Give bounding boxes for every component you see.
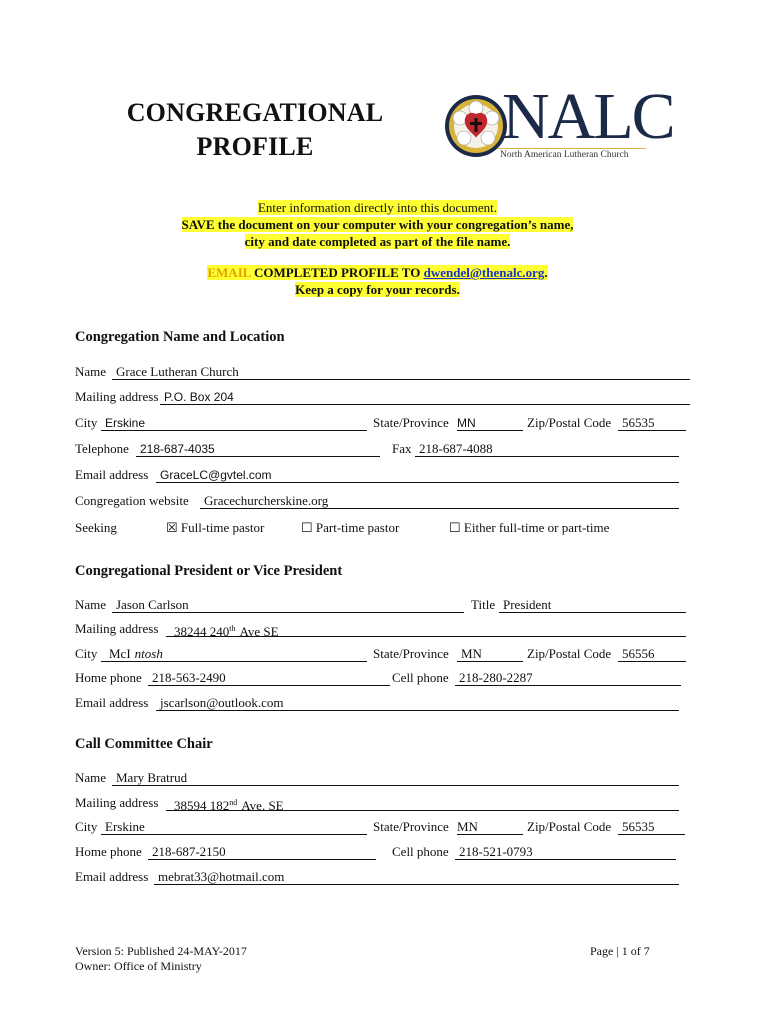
president-state-value: MN [461, 646, 482, 661]
president-zip-value: 56556 [622, 646, 655, 661]
congregation-mailing-field[interactable] [160, 389, 690, 405]
congregation-name-field[interactable] [112, 364, 690, 380]
page-title-line1: CONGREGATIONAL [126, 98, 384, 127]
nalc-logo [444, 80, 674, 164]
president-home-field[interactable] [148, 670, 390, 686]
chair-cell-value: 218-521-0793 [459, 844, 533, 859]
congregation-email-value: GraceLC@gvtel.com [160, 468, 272, 482]
congregation-website-value: Gracechurcherskine.org [204, 493, 329, 508]
chair-mailing-field[interactable] [166, 795, 679, 814]
president-cell-label: Cell phone [392, 670, 449, 685]
email-period: . [544, 265, 548, 280]
congregation-name-value: Grace Lutheran Church [116, 364, 239, 379]
congregation-website-label: Congregation website [75, 493, 189, 508]
president-zip-label: Zip/Postal Code [527, 646, 612, 661]
chair-state-value: MN [457, 819, 478, 834]
chair-zip-label: Zip/Postal Code [527, 819, 612, 834]
footer-owner: Owner: Office of Ministry [75, 959, 202, 973]
congregation-website-field[interactable] [200, 493, 679, 509]
congregation-fax-label: Fax [392, 441, 412, 456]
president-email-field[interactable] [156, 695, 679, 711]
instruction-line3: city and date completed as part of the file name. [244, 234, 511, 249]
president-city-label: City [75, 646, 98, 661]
president-email-label: Email address [75, 695, 149, 710]
chair-name-label: Name [75, 770, 107, 785]
chair-mailing-value: 38594 182ndAve. SE [174, 798, 284, 814]
president-name-value: Jason Carlson [116, 597, 189, 612]
chair-zip-field[interactable] [618, 819, 685, 835]
president-home-value: 218-563-2490 [152, 670, 226, 685]
instruction-line2: SAVE the document on your computer with your congregation’s name, [181, 217, 574, 232]
president-cell-field[interactable] [455, 670, 681, 686]
congregation-email-field[interactable] [156, 467, 679, 483]
chair-name-field[interactable] [112, 770, 679, 786]
section-call-chair-heading: Call Committee Chair [75, 736, 213, 752]
seeking-label: Seeking [75, 520, 117, 535]
chair-mailing-label: Mailing address [75, 795, 159, 810]
chair-cell-label: Cell phone [392, 844, 449, 859]
president-state-field[interactable] [457, 646, 523, 662]
chair-home-field[interactable] [148, 844, 376, 860]
president-state-label: State/Province [373, 646, 449, 661]
congregation-zip-value: 56535 [622, 415, 655, 430]
logo-subtitle: North American Lutheran Church [500, 150, 629, 160]
chair-state-field[interactable] [457, 819, 523, 835]
congregation-mailing-value: P.O. Box 204 [164, 390, 234, 404]
chair-state-label: State/Province [373, 819, 449, 834]
president-email-value: jscarlson@outlook.com [160, 695, 284, 710]
page-title-line2: PROFILE [196, 132, 314, 161]
president-zip-field[interactable] [618, 646, 686, 662]
chair-city-field[interactable] [101, 819, 367, 835]
president-cell-value: 218-280-2287 [459, 670, 533, 685]
president-city-value: McI ntosh [109, 646, 163, 661]
president-mailing-field[interactable] [166, 621, 686, 640]
president-title-value: President [503, 597, 552, 612]
congregation-telephone-label: Telephone [75, 441, 129, 456]
congregation-state-value: MN [457, 416, 476, 430]
footer-version: Version 5: Published 24-MAY-2017 [75, 944, 247, 958]
president-home-label: Home phone [75, 670, 142, 685]
congregation-city-label: City [75, 415, 98, 430]
logo-text: NALC [502, 80, 674, 153]
congregation-mailing-label: Mailing address [75, 389, 159, 404]
keep-copy-note: Keep a copy for your records. [295, 282, 460, 297]
chair-zip-value: 56535 [622, 819, 655, 834]
seeking-option-fulltime[interactable]: ☒ Full-time pastor [166, 520, 265, 535]
chair-email-label: Email address [75, 869, 149, 884]
chair-cell-field[interactable] [455, 844, 676, 860]
congregation-fax-value: 218-687-4088 [419, 441, 493, 456]
congregation-telephone-field[interactable] [136, 441, 380, 457]
congregation-zip-field[interactable] [618, 415, 686, 431]
email-word: EMAIL [207, 265, 251, 280]
president-mailing-value: 38244 240thAve SE [174, 624, 279, 640]
president-city-field[interactable] [101, 646, 367, 662]
congregation-city-field[interactable] [101, 415, 367, 431]
congregation-fax-field[interactable] [415, 441, 679, 457]
chair-email-field[interactable] [154, 869, 679, 885]
congregation-telephone-value: 218-687-4035 [140, 442, 215, 456]
section-president-heading: Congregational President or Vice President [75, 563, 343, 579]
chair-city-label: City [75, 819, 98, 834]
chair-name-value: Mary Bratrud [116, 770, 188, 785]
president-title-field[interactable] [499, 597, 686, 613]
footer-page-number: Page | 1 of 7 [590, 944, 650, 958]
section-congregation-heading: Congregation Name and Location [75, 329, 285, 345]
congregation-state-label: State/Province [373, 415, 449, 430]
president-name-label: Name [75, 597, 107, 612]
seeking-option-parttime[interactable]: ☐ Part-time pastor [301, 520, 400, 535]
email-instruction: COMPLETED PROFILE TO [250, 265, 424, 280]
seeking-option-either[interactable]: ☐ Either full-time or part-time [449, 520, 610, 535]
chair-city-value: Erskine [105, 819, 145, 834]
instruction-line1: Enter information directly into this document. [257, 200, 497, 215]
congregation-state-field[interactable] [457, 415, 523, 431]
congregation-zip-label: Zip/Postal Code [527, 415, 612, 430]
president-title-label: Title [471, 597, 496, 612]
chair-email-value: mebrat33@hotmail.com [158, 869, 285, 884]
congregation-city-value: Erskine [105, 416, 146, 430]
president-mailing-label: Mailing address [75, 621, 159, 636]
president-name-field[interactable] [112, 597, 464, 613]
chair-home-label: Home phone [75, 844, 142, 859]
email-link[interactable]: dwendel@thenalc.org [423, 265, 545, 280]
congregation-name-label: Name [75, 364, 107, 379]
chair-home-value: 218-687-2150 [152, 844, 226, 859]
congregation-email-label: Email address [75, 467, 149, 482]
